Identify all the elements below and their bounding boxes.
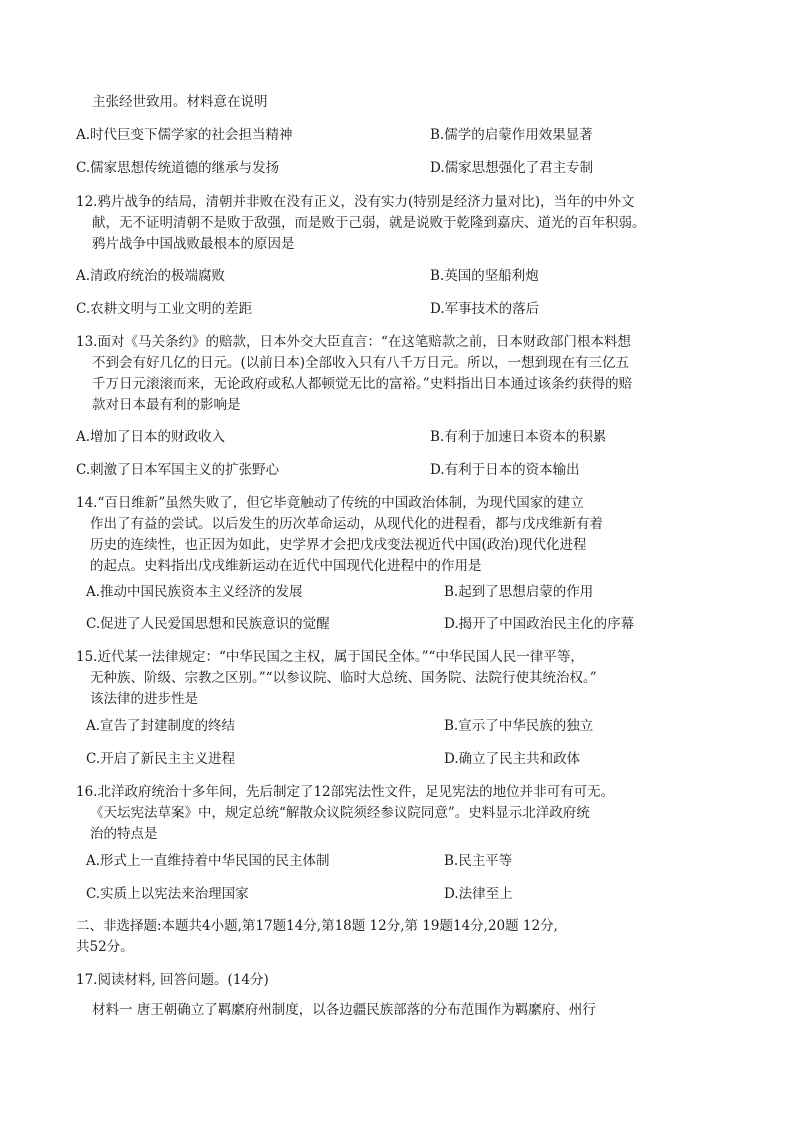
q13-stem-line-1: 13.面对《马关条约》的赔款，日本外交大臣直言：“在这笔赔款之前，日本财政部门根本料想 (76, 334, 631, 350)
q12-stem-line-2: 献，无不证明清朝不是败于敌强，而是败于己弱，就是说败于乾隆到嘉庆、道光的百年积弱。 (92, 215, 646, 231)
q15-stem-line-3: 该法律的进步性是 (90, 691, 198, 707)
q12-option-b[interactable]: B.英国的坚船利炮 (430, 268, 539, 284)
q14-stem-line-1: 14.“百日维新”虽然失败了，但它毕竟触动了传统的中国政治体制，为现代国家的建立 (76, 495, 584, 511)
q13-option-d[interactable]: D.有利于日本的资本输出 (430, 462, 580, 478)
q17-material-one: 材料一 唐王朝确立了羁縻府州制度，以各边疆民族部落的分布范围作为羁縻府、州行 (92, 1002, 596, 1018)
q13-option-c[interactable]: C.刺激了日本军国主义的扩张野心 (76, 462, 280, 478)
q14-option-b[interactable]: B.起到了思想启蒙的作用 (444, 584, 594, 600)
q11-stem-tail: 主张经世致用。材料意在说明 (92, 94, 268, 110)
q12-stem-line-3: 鸦片战争中国战败最根本的原因是 (92, 236, 295, 252)
q11-option-a[interactable]: A.时代巨变下儒学家的社会担当精神 (76, 127, 293, 143)
q14-stem-line-3: 历史的连续性，也正因为如此，史学界才会把戊戌变法视近代中国(政治)现代化进程 (90, 537, 587, 553)
q15-option-a[interactable]: A.宣告了封建制度的终结 (86, 718, 236, 734)
q14-stem-line-4: 的起点。史料指出戊戌维新运动在近代中国现代化进程中的作用是 (90, 558, 482, 574)
q14-option-c[interactable]: C.促进了人民爱国思想和民族意识的觉醒 (86, 616, 330, 632)
q13-option-a[interactable]: A.增加了日本的财政收入 (76, 429, 226, 445)
q13-stem-line-3: 千万日元滚滚而来，无论政府或私人都顿觉无比的富裕。”史料指出日本通过该条约获得的赔 (92, 376, 633, 392)
q14-option-d[interactable]: D.揭开了中国政治民主化的序幕 (444, 616, 635, 632)
q15-option-b[interactable]: B.宣示了中华民族的独立 (444, 718, 594, 734)
q12-option-a[interactable]: A.清政府统治的极端腐败 (76, 268, 226, 284)
q15-option-d[interactable]: D.确立了民主共和政体 (444, 751, 581, 767)
q17-title: 17.阅读材料, 回答问题。(14分) (76, 972, 269, 988)
q16-option-b[interactable]: B.民主平等 (444, 853, 513, 869)
q16-stem-line-2: 《天坛宪法草案》中，规定总统“解散众议院须经参议院同意”。史料显示北洋政府统 (90, 805, 590, 821)
q12-option-d[interactable]: D.军事技术的落后 (430, 301, 540, 317)
q11-option-d[interactable]: D.儒家思想强化了君主专制 (430, 160, 594, 176)
section-two-heading-line-2: 共52分。 (76, 939, 134, 955)
q16-option-a[interactable]: A.形式上一直维持着中华民国的民主体制 (86, 853, 330, 869)
q11-option-c[interactable]: C.儒家思想传统道德的继承与发扬 (76, 160, 280, 176)
q11-option-b[interactable]: B.儒学的启蒙作用效果显著 (430, 127, 593, 143)
q13-stem-line-4: 款对日本最有利的影响是 (92, 397, 241, 413)
q15-stem-line-1: 15.近代某一法律规定：“中华民国之主权，属于国民全体。”“中华民国人民一律平等， (76, 649, 584, 665)
q13-option-b[interactable]: B.有利于加速日本资本的积累 (430, 429, 607, 445)
q13-stem-line-2: 不到会有好几亿的日元。(以前日本)全部收入只有八千万日元。所以，一想到现在有三亿五 (92, 355, 630, 371)
section-two-heading-line-1: 二、非选择题:本题共4小题,第17题14分,第18题 12分,第 19题14分,20题 12分, (76, 918, 558, 934)
q15-option-c[interactable]: C.开启了新民主主义进程 (86, 751, 236, 767)
q12-option-c[interactable]: C.农耕文明与工业文明的差距 (76, 301, 253, 317)
q16-stem-line-1: 16.北洋政府统治十多年间，先后制定了12部宪法性文件，足见宪法的地位并非可有可无。 (76, 784, 615, 800)
q14-option-a[interactable]: A.推动中国民族资本主义经济的发展 (86, 584, 303, 600)
q16-option-c[interactable]: C.实质上以宪法来治理国家 (86, 886, 249, 902)
q14-stem-line-2: 作出了有益的尝试。以后发生的历次革命运动，从现代化的进程看，都与戊戌维新有着 (90, 516, 603, 532)
q15-stem-line-2: 无种族、阶级、宗教之区别。”“以参议院、临时大总统、国务院、法院行使其统治权。” (90, 670, 597, 686)
q16-stem-line-3: 治的特点是 (90, 826, 158, 842)
q12-stem-line-1: 12.鸦片战争的结局，清朝并非败在没有正义，没有实力(特别是经济力量对比)，当年的中外文 (76, 194, 635, 210)
q16-option-d[interactable]: D.法律至上 (444, 886, 513, 902)
